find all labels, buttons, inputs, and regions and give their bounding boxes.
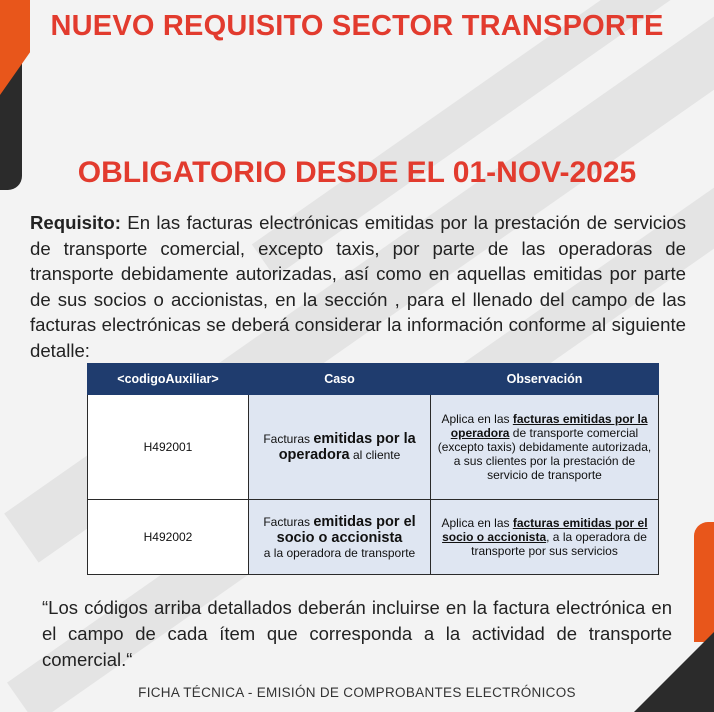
- caso-cell: [249, 500, 431, 575]
- table-header-row: [88, 364, 659, 395]
- obs-emphasis: facturas emitidas por la operadora: [450, 412, 648, 440]
- requirement-label: Requisito:: [30, 212, 121, 233]
- obs-suffix: , a la operadora de transporte por sus servicios: [471, 530, 647, 558]
- observacion-cell: [431, 500, 659, 575]
- page-title: NUEVO REQUISITO SECTOR TRANSPORTE: [50, 10, 664, 42]
- obs-suffix: de transporte comercial (excepto taxis) debidamente autorizada, a sus clientes por la prestación de servicio de transporte: [437, 426, 652, 482]
- caso-suffix: a la operadora de transporte: [263, 546, 416, 560]
- obs-prefix: Aplica en las: [441, 412, 513, 426]
- requirement-text: En las facturas electrónicas emitidas por la prestación de servicios de transporte comercial, excepto taxis, por parte de las operadoras de transporte debidamente autorizadas, así como en aquellas emitidas por parte de sus socios o accionistas, en la sección , para el llenado del campo de las facturas electrónicas se deberá considerar la información conforme al siguiente detalle:: [30, 212, 686, 361]
- code-cell: H492002: [88, 500, 249, 575]
- column-header-observacion: Observación: [431, 364, 659, 395]
- page-subtitle: OBLIGATORIO DESDE EL 01-NOV-2025: [77, 156, 637, 189]
- table-row: [88, 500, 659, 575]
- corner-decoration-orange-right: [694, 522, 714, 642]
- codes-table: [87, 363, 659, 575]
- footer-text: FICHA TÉCNICA - EMISIÓN DE COMPROBANTES ELECTRÓNICOS: [138, 685, 576, 700]
- column-header-caso: Caso: [249, 364, 431, 395]
- requirement-paragraph: [30, 210, 686, 363]
- obs-prefix: Aplica en las: [441, 516, 513, 530]
- caso-emphasis: emitidas por el socio o accionista: [276, 514, 416, 546]
- caso-emphasis: emitidas por la operadora: [278, 431, 416, 463]
- caso-prefix: Facturas: [263, 515, 314, 529]
- observacion-cell: [431, 395, 659, 500]
- caso-prefix: Facturas: [263, 432, 314, 446]
- quote-paragraph: “Los códigos arriba detallados deberán incluirse en la factura electrónica en el campo de cada ítem que corresponda a la actividad de transporte comercial.“: [42, 597, 672, 670]
- code-cell: H492001: [88, 395, 249, 500]
- caso-suffix: al cliente: [349, 448, 401, 462]
- caso-cell: [249, 395, 431, 500]
- column-header-code: <codigoAuxiliar>: [88, 364, 249, 395]
- obs-emphasis: facturas emitidas por el socio o accionista: [442, 516, 648, 544]
- table-row: [88, 395, 659, 500]
